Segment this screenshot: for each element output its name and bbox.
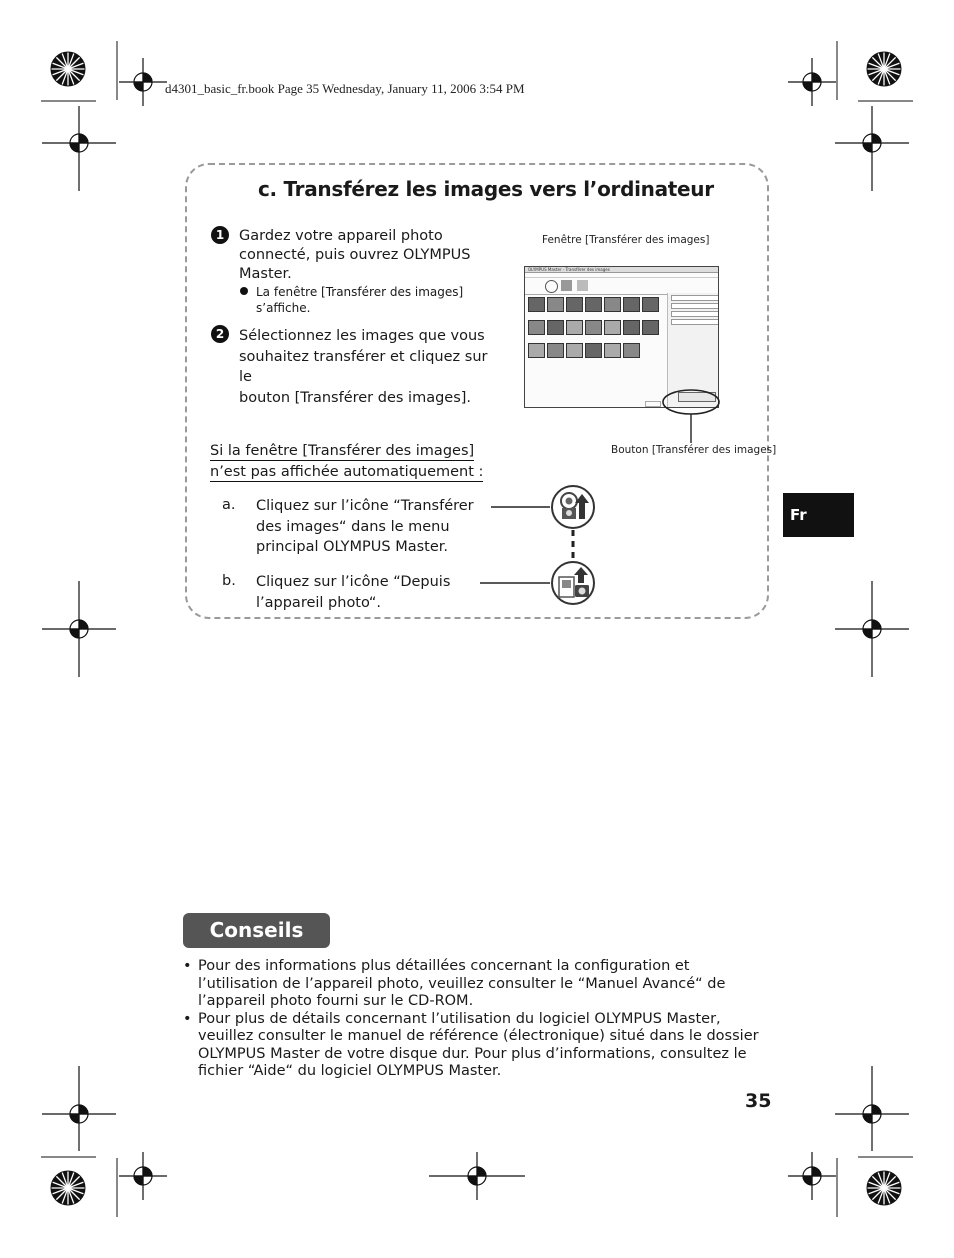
step-number-2: 2: [211, 325, 229, 343]
item-a-text: Cliquez sur l’icône “Transférer des images“ dans le menu principal OLYMPUS Master.: [256, 498, 474, 555]
tip-item: • Pour des informations plus détaillées concernant la configuration et l’utilisation de l’appareil photo, veuillez consulter le “Manuel Avancé“ de l’appareil photo fourni sur le CD-ROM.: [183, 958, 773, 1011]
thumbnail: [566, 320, 583, 335]
button-caption: Bouton [Transférer des images]: [611, 444, 777, 456]
step-number-1: 1: [211, 226, 229, 244]
side-field: [671, 295, 719, 301]
tips-list: [183, 958, 773, 1081]
book-header-line: d4301_basic_fr.book Page 35 Wednesday, January 11, 2006 3:54 PM: [165, 81, 525, 96]
step-1-text: Gardez votre appareil photo connecté, puis ouvrez OLYMPUS Master.: [239, 228, 471, 282]
thumbnail: [642, 297, 659, 312]
thumbnail: [623, 343, 640, 358]
transfer-images-icon[interactable]: [551, 485, 595, 529]
thumbnail: [547, 343, 564, 358]
thumbnail: [623, 320, 640, 335]
window-title-bar: OLYMPUS Master - Transférer des images: [525, 267, 718, 273]
thumbnail: [585, 320, 602, 335]
thumbnail-grid: [527, 297, 665, 366]
cancel-button[interactable]: [645, 401, 661, 407]
page-number: 35: [745, 1090, 772, 1112]
tip-item: • Pour plus de détails concernant l’utilisation du logiciel OLYMPUS Master, veuillez consulter le manuel de référence (électronique) situé dans le dossier OLYMPUS Master de votre disque dur. Pour plus d’informations, consultez le fichier “Aide“ du logiciel OLYMPUS Master.: [183, 1011, 773, 1081]
item-b-text: Cliquez sur l’icône “Depuis l’appareil photo“.: [256, 574, 451, 611]
from-camera-glyph: [553, 563, 593, 603]
thumbnail: [604, 343, 621, 358]
side-field: [671, 319, 719, 325]
thumbnail: [566, 297, 583, 312]
thumbnail: [547, 297, 564, 312]
fallback-heading: Si la fenêtre [Transférer des images] n’est pas affichée automatiquement :: [210, 443, 484, 480]
transfer-images-glyph: [553, 487, 593, 527]
from-camera-icon[interactable]: [551, 561, 595, 605]
thumbnail: [566, 343, 583, 358]
thumbnail: [623, 297, 640, 312]
toolbar-print-icon: [577, 280, 588, 291]
bullet-dot: [240, 287, 248, 295]
thumbnail: [642, 320, 659, 335]
thumbnail: [585, 297, 602, 312]
side-field: [671, 311, 719, 317]
tips-heading: Conseils: [183, 913, 330, 948]
button-callout: [660, 385, 730, 445]
toolbar-camera-icon: [545, 280, 558, 293]
toolbar-folder-icon: [561, 280, 572, 291]
step-1-sub-bullet: La fenêtre [Transférer des images] s’affiche.: [256, 285, 464, 315]
thumbnail: [528, 297, 545, 312]
thumbnail: [604, 320, 621, 335]
window-caption: Fenêtre [Transférer des images]: [542, 234, 710, 246]
thumbnail: [547, 320, 564, 335]
item-a-marker: a.: [222, 497, 236, 513]
step-2-text: Sélectionnez les images que vous souhaitez transférer et cliquez sur le bouton [Transférer des images].: [239, 328, 488, 406]
thumbnail: [585, 343, 602, 358]
item-b-marker: b.: [222, 573, 236, 589]
language-tab: Fr: [783, 493, 854, 537]
thumbnail: [528, 320, 545, 335]
side-field: [671, 303, 719, 309]
section-title: c. Transférez les images vers l’ordinateur: [258, 177, 714, 201]
thumbnail: [528, 343, 545, 358]
thumbnail: [604, 297, 621, 312]
